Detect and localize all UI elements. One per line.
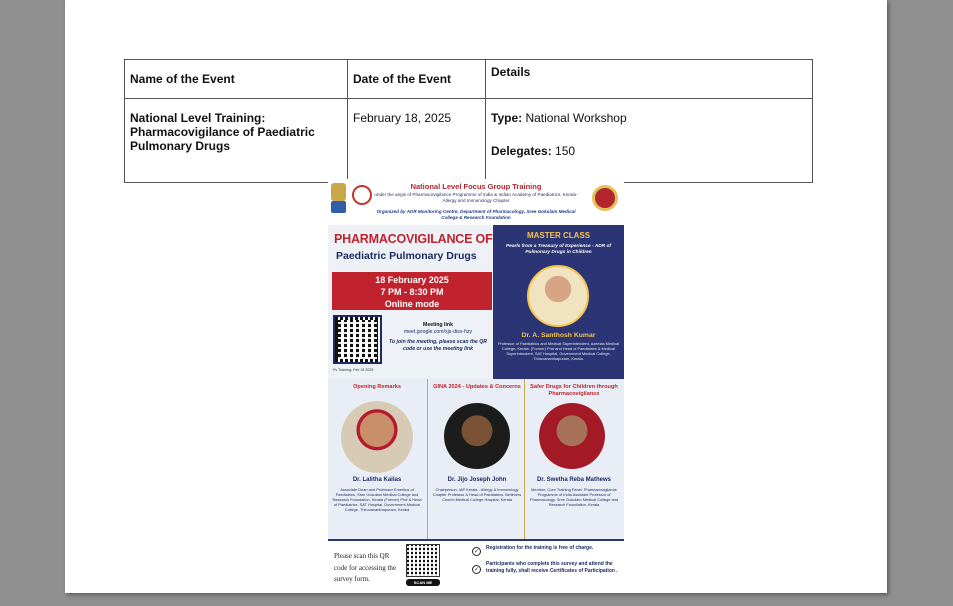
poster-date-box (332, 272, 492, 310)
speaker-photo (341, 401, 413, 473)
meeting-link: meet.google.com/xjs-disv-hzy (403, 328, 473, 335)
type-value: National Workshop (525, 111, 627, 125)
speaker-card (525, 379, 624, 539)
speaker-name: Dr. Jijo Joseph John (447, 477, 507, 483)
speaker-desc: Member, Core Training Panel, Pharmacovigilance Programme of India Assistant Professor of Pharmacology, Sree Gokulam Medical College and Research Foundation, Kerala (530, 487, 618, 507)
type-line (491, 111, 807, 125)
poster-heading-1: PHARMACOVIGILANCE OF (334, 232, 493, 246)
delegates-label: Delegates: (491, 144, 552, 158)
header-details: Details (486, 60, 813, 99)
table-row (125, 99, 813, 183)
speaker-topic: Safer Drugs for Children through Pharmacovigilance (530, 384, 618, 397)
emblem-logo-base (331, 201, 346, 213)
type-label: Type: (491, 111, 523, 125)
meeting-qr-code (333, 315, 382, 364)
meeting-info (386, 322, 490, 352)
join-text: To join the meeting, please scan the QR code or use the meeting link (388, 339, 488, 352)
poster-time: 7 PM - 8:30 PM (380, 287, 444, 297)
speaker-topic: GINA 2024 - Updates & Concerns (433, 384, 521, 390)
poster-date: 18 February 2025 (375, 275, 449, 285)
survey-panel (328, 539, 624, 593)
delegates-line (491, 144, 807, 158)
details-cell (486, 99, 813, 183)
survey-scan-text: Please scan this QR code for accessing the survey form. (334, 552, 396, 583)
master-speaker-photo (527, 265, 589, 327)
check-icon: ✓ (473, 549, 480, 555)
master-speaker-name: Dr. A. Santhosh Kumar (521, 332, 596, 339)
meeting-label: Meeting link (423, 322, 453, 328)
delegates-value: 150 (555, 144, 576, 158)
poster-heading-2: Paediatric Pulmonary Drugs (336, 250, 477, 262)
survey-qr-code (406, 544, 440, 577)
event-date-cell: February 18, 2025 (348, 99, 486, 183)
bullet-registration: Registration for the training is free of charge. (486, 545, 594, 551)
speakers-panel (328, 379, 624, 539)
speaker-topic: Opening Remarks (353, 384, 401, 390)
poster-header (328, 179, 624, 225)
master-class-panel (493, 225, 624, 379)
poster-organized: Organized by ADR Monitoring Centre, Department of Pharmacology, Sree Gokulam Medical College & Research Foundation (376, 209, 576, 220)
event-table (124, 59, 813, 183)
speaker-photo (444, 403, 510, 469)
speaker-name: Dr. Swetha Reba Mathews (536, 477, 612, 483)
master-class-subtitle: Pearls from a Treasury of Experience - ADR of Pulmonary Drugs in Children (505, 244, 612, 255)
speaker-desc: Associate Dean and Professor Emeritus of Paediatrics, Sree Gokulam Medical College and Research Foundation, Kerala (Former) Prof & Head of Paediatrics, SAT Hospital, Government Medical College, Thiruvananthapuram, Kerala (332, 487, 422, 512)
event-poster (328, 179, 624, 593)
poster-top-sub: under the aegis of Pharmacovigilance Programme of India & Indian Academy of Paediatrics, Kerala- Allergy and Immunology Chapter (374, 192, 578, 203)
event-name-cell: National Level Training: Pharmacovigilance of Paediatric Pulmonary Drugs (125, 99, 348, 183)
document-page (65, 0, 887, 593)
emblem-logo (331, 183, 346, 201)
check-icon: ✓ (473, 567, 480, 573)
poster-footer-code: Pv Training- Feb 18 2025 (333, 368, 374, 372)
college-seal-logo (592, 185, 618, 211)
master-speaker-desc: Professor of Paediatrics and Medical Superintendent, Azeezia Medical College, Kerala. (Former) Prof and Head of Paediatrics & Medical Superintendent, SAT Hospital, Government Medical College, Thiruvananthapuram, Kerala. (497, 341, 620, 361)
speaker-photo (539, 403, 605, 469)
speaker-card (328, 379, 426, 539)
master-class-title: MASTER CLASS (526, 231, 591, 240)
speaker-name: Dr. Lalitha Kailas (352, 477, 402, 483)
speaker-card (427, 379, 525, 539)
pvpi-logo (352, 185, 372, 205)
poster-top-title: National Level Focus Group Training (410, 182, 542, 191)
poster-mode: Online mode (384, 299, 440, 309)
header-event-name: Name of the Event (125, 60, 348, 99)
scan-me-label: SCAN ME (406, 579, 440, 586)
table-header-row (125, 60, 813, 99)
bullet-certificates: Participants who complete this survey and attend the training fully, shall receive Certificates of Participation . (486, 561, 618, 574)
poster-main-panel (328, 225, 493, 379)
speaker-desc: Chairperson, IAP Kerala - Allergy & Immunology Chapter Professor & Head of Paediatrics, Believers Church Medical College Hospital, Kerala (432, 487, 522, 502)
header-event-date: Date of the Event (348, 60, 486, 99)
